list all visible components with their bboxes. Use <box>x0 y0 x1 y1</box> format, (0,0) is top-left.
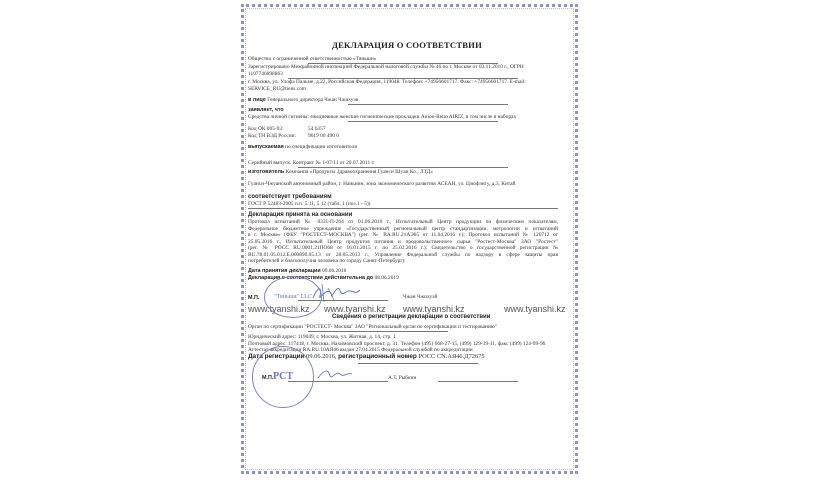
accept-date-label: Дата принятия декларации <box>248 268 321 274</box>
postal-address: Почтовый адрес: 117418, г. Москва, Нахимовский проспект, д. 31. Телефон (495) 668-27-15, (499) 129-19-11, факс (499) 124-99-96 <box>248 340 546 347</box>
code-label: Код ОК 005-93: <box>248 126 284 132</box>
person-text: Генерального директора Чжан Чжихуэя <box>267 97 359 103</box>
accept-date: 09.06.2016 <box>322 268 347 274</box>
rule <box>348 104 508 105</box>
rule <box>348 121 498 122</box>
watermark: www.tyanshi.kz <box>403 304 465 314</box>
rule <box>358 363 478 364</box>
document-title: ДЕКЛАРАЦИЯ О СООТВЕТСТВИИ <box>332 40 482 50</box>
produced-label: выпускаемая <box>248 144 284 150</box>
organ-line: Орган по сертификации "РОСТЕСТ- Москва" ЗАО "Региональный орган по сертификации и тестированию" <box>248 324 498 330</box>
valid-date: 08.06.2019 <box>374 275 399 281</box>
product-line: Средства личной гигиены: ежедневные женские гигиенические прокладки Anion-RelaxAIRIZ, в том числе в наборах <box>248 114 517 120</box>
watermark: www.tyanshi.kz <box>248 304 310 314</box>
rule <box>308 331 448 332</box>
address-line-2: SERVICE_RU@tiens.com <box>248 85 306 92</box>
mp-label-2: М.П. <box>262 375 274 381</box>
signature-2 <box>316 366 356 382</box>
accreditation: Аттестат аккредитации RA.RU.10АЯ46 выдан 27.04.2015 Федеральной службой по аккредитации <box>248 347 473 353</box>
watermark: www.tyanshi.kz <box>324 304 386 314</box>
reg-date: 09.06.2016, <box>306 353 337 360</box>
company-stamp <box>264 276 322 318</box>
signer-name: Чжан Чжихуэй <box>403 294 438 300</box>
rule <box>298 167 508 168</box>
basis-line: Федеральное бюджетное учреждение «Государственный региональный центр стандартизации, метрологии и испытаний <box>248 225 558 232</box>
manufacturer-text: Компания «Продукты Здравоохранения Гуанси Шуан Ко., ЛТД» <box>285 169 433 175</box>
registration-line-2: 1107746898863 <box>248 70 283 77</box>
basis-line: RU.78.01.05.012.Е.000890.05.13 от 28.05.2013 г., Управление Федеральной службы по надзору в сфере защиты прав <box>248 251 558 258</box>
declares-label: заявляет, что <box>248 107 284 113</box>
conforms-label: соответствует требованиям <box>248 194 332 200</box>
rule <box>248 208 558 209</box>
legal-address: Юридический адрес: 119049, г. Москва, ул. Житная, д. 14, стр. 1 <box>248 334 396 340</box>
company-stamp-text: "Тяньши" LLC <box>274 293 312 300</box>
reg-heading: Сведения о регистрации декларации о соответствии <box>332 314 491 320</box>
basis-heading: Декларация принята на основании <box>248 212 353 218</box>
reg-number-label: регистрационный номер <box>338 353 417 360</box>
basis-line: 25.05.2016 г., Испытательный Центр продуктов питания и продовольственного сырья "Ростест-Москва" ЗАО "Ростест" <box>248 238 558 245</box>
certification-stamp-text: РСТ <box>272 370 294 382</box>
reg-date-label: Дата регистрации <box>248 353 305 360</box>
serial-line: Серийный выпуск. Контракт № 1-07/11 от 20.07.2011 г. <box>248 160 375 166</box>
valid-label: Декларация о соответствии действительна до <box>248 275 374 281</box>
code-value: 9619 00 490 0 <box>308 132 339 139</box>
watermark: www.tyanshi.kz <box>504 304 566 314</box>
standard-line: ГОСТ Р 52483-2005 п.п. 5.11, 5.12 (табл. 1 (поз.1 - 5)) <box>248 201 371 207</box>
code-value: 54 6357 <box>308 126 326 132</box>
registration-line-1: Зарегистрировано Межрайонной инспекцией Федеральной налоговой службы № 46 по г. Москве от 03.11.2010 г., ОГРН <box>248 64 524 70</box>
produced-text: по спецификации изготовителя <box>285 144 357 150</box>
manufacturer-label: изготовитель <box>248 169 285 175</box>
basis-line: (рег. № РОСС RU.0001.21ПО68 от 16.01.2015 г. по 25.03.2016 г.); Свидетельство о государственной регистрации № <box>248 245 558 251</box>
official-name: А.Т. Рыбкин <box>388 375 417 381</box>
mp-label: М.П. <box>248 295 260 301</box>
basis-line: потребителей и благополучия человека по городу Санкт-Петербургу <box>248 258 406 264</box>
person-prefix: в лице <box>248 97 266 103</box>
applicant-line: Общество с ограниченной ответственностью «Тяньши» <box>248 56 377 62</box>
basis-line: Протокол испытаний № 0331-П-264 от 01.06.2016 г., Испытательный Центр продукции по физическим показателям, <box>248 219 558 225</box>
reg-number: РОСС CN.АЯ46.Д72675 <box>418 353 485 360</box>
manufacturer-address: Гуанси-Чжуанский автономный район, г. Наньнин, зона экономического развития АСЕАН, ул. Цзюфэнгу, д.3, Китай <box>248 181 516 187</box>
basis-line: в г. Москве» (ФБУ "РОСТЕСТ-МОСКВА") (рег. № RA.RU.21АЭ65 от 11.04.2016 г.); Протокол испытаний № 120712 от <box>248 232 558 238</box>
rule <box>438 381 518 382</box>
code-label: Код ТН ВЭД России: <box>248 132 296 139</box>
address-line-1: г. Москва, ул. Улофа Пальме, д.22, Российская Федерация, 119048. Телефон: +74956601717. Факс: +74956601717. E-mail: <box>248 79 526 85</box>
